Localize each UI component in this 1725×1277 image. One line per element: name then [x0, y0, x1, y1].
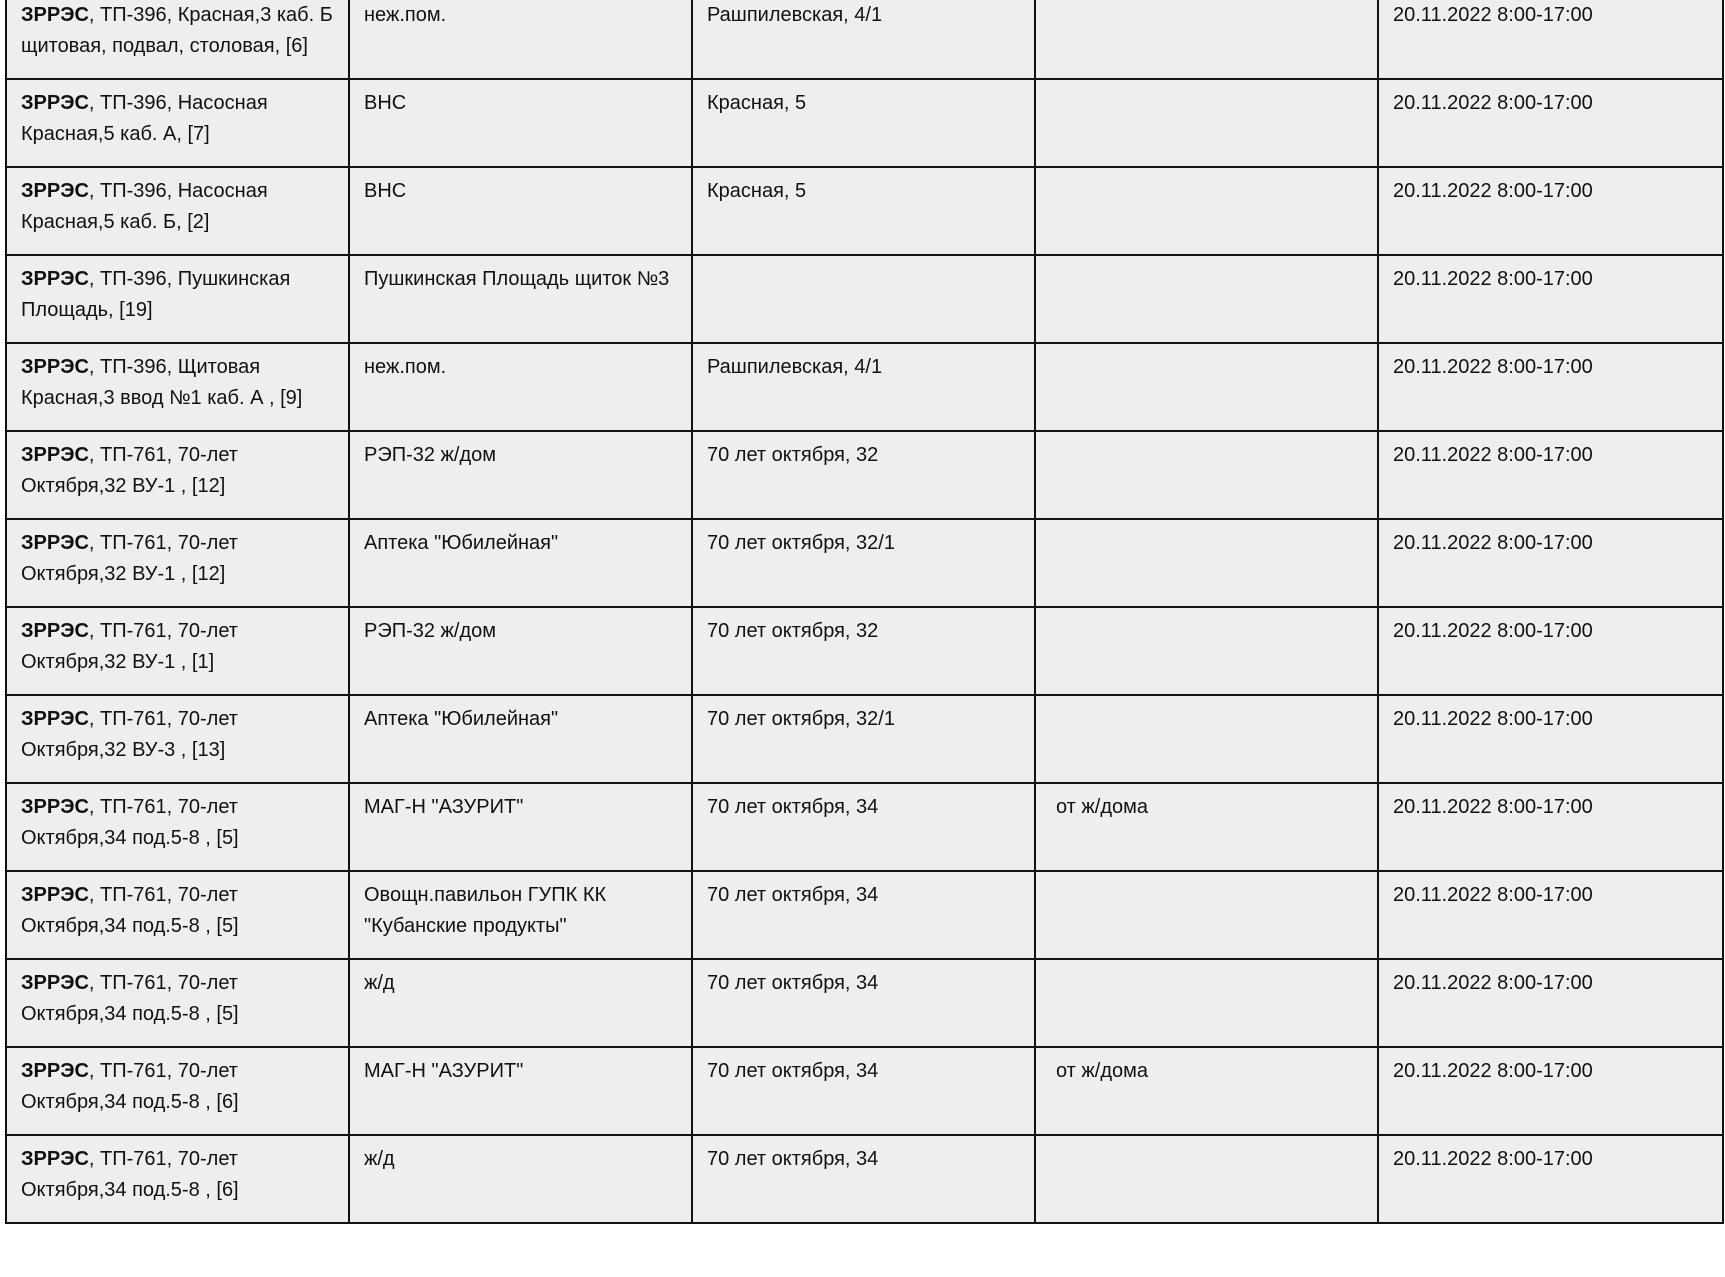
- cell-consumer: МАГ-Н "АЗУРИТ": [349, 1047, 692, 1135]
- feeder-description: , ТП-761, 70-лет Октября,32 ВУ-1 , [12]: [21, 532, 238, 585]
- feeder-description: , ТП-396, Насосная Красная,5 каб. Б, [2]: [21, 180, 268, 233]
- table-row: [6, 607, 1723, 695]
- feeder-description: , ТП-761, 70-лет Октября,34 под.5-8 , [5]: [21, 972, 239, 1025]
- cell-address: 70 лет октября, 32/1: [692, 695, 1035, 783]
- table-row: [6, 431, 1723, 519]
- cell-feeder: [6, 167, 349, 255]
- organization-name: ЗРРЭС: [21, 180, 89, 202]
- cell-consumer: Пушкинская Площадь щиток №3: [349, 255, 692, 343]
- cell-feeder: [6, 607, 349, 695]
- outage-table-body: [6, 0, 1723, 1223]
- organization-name: ЗРРЭС: [21, 620, 89, 642]
- feeder-description: , ТП-761, 70-лет Октября,34 под.5-8 , [5]: [21, 796, 239, 849]
- feeder-description: , ТП-396, Красная,3 каб. Б щитовая, подвал, столовая, [6]: [21, 4, 333, 57]
- cell-address: Рашпилевская, 4/1: [692, 343, 1035, 431]
- cell-feeder: [6, 255, 349, 343]
- cell-period: 20.11.2022 8:00-17:00: [1378, 519, 1723, 607]
- cell-note: от ж/дома: [1035, 783, 1378, 871]
- cell-address: 70 лет октября, 32: [692, 607, 1035, 695]
- cell-note: [1035, 343, 1378, 431]
- table-row: [6, 1135, 1723, 1223]
- cell-note: [1035, 607, 1378, 695]
- feeder-description: , ТП-761, 70-лет Октября,34 под.5-8 , [5]: [21, 884, 239, 937]
- cell-period: 20.11.2022 8:00-17:00: [1378, 255, 1723, 343]
- cell-address: Рашпилевская, 4/1: [692, 0, 1035, 79]
- table-row: [6, 519, 1723, 607]
- feeder-description: , ТП-396, Насосная Красная,5 каб. А, [7]: [21, 92, 268, 145]
- cell-consumer: Овощн.павильон ГУПК КК "Кубанские продукты": [349, 871, 692, 959]
- cell-period: 20.11.2022 8:00-17:00: [1378, 167, 1723, 255]
- cell-address: 70 лет октября, 32: [692, 431, 1035, 519]
- cell-address: 70 лет октября, 34: [692, 1135, 1035, 1223]
- cell-feeder: [6, 783, 349, 871]
- cell-feeder: [6, 871, 349, 959]
- organization-name: ЗРРЭС: [21, 972, 89, 994]
- cell-note: [1035, 959, 1378, 1047]
- cell-address: Красная, 5: [692, 167, 1035, 255]
- cell-period: 20.11.2022 8:00-17:00: [1378, 607, 1723, 695]
- cell-consumer: РЭП-32 ж/дом: [349, 431, 692, 519]
- cell-period: 20.11.2022 8:00-17:00: [1378, 1047, 1723, 1135]
- organization-name: ЗРРЭС: [21, 884, 89, 906]
- table-row: [6, 79, 1723, 167]
- cell-consumer: Аптека "Юбилейная": [349, 519, 692, 607]
- organization-name: ЗРРЭС: [21, 268, 89, 290]
- cell-address: Красная, 5: [692, 79, 1035, 167]
- cell-period: 20.11.2022 8:00-17:00: [1378, 79, 1723, 167]
- cell-note: [1035, 255, 1378, 343]
- cell-consumer: ВНС: [349, 167, 692, 255]
- cell-period: 20.11.2022 8:00-17:00: [1378, 0, 1723, 79]
- cell-consumer: неж.пом.: [349, 0, 692, 79]
- cell-address: 70 лет октября, 32/1: [692, 519, 1035, 607]
- cell-consumer: ж/д: [349, 959, 692, 1047]
- cell-note: [1035, 871, 1378, 959]
- cell-address: 70 лет октября, 34: [692, 959, 1035, 1047]
- cell-consumer: МАГ-Н "АЗУРИТ": [349, 783, 692, 871]
- cell-note: [1035, 519, 1378, 607]
- cell-note: [1035, 167, 1378, 255]
- table-row: [6, 871, 1723, 959]
- cell-address: 70 лет октября, 34: [692, 1047, 1035, 1135]
- cell-feeder: [6, 0, 349, 79]
- cell-period: 20.11.2022 8:00-17:00: [1378, 959, 1723, 1047]
- table-row: [6, 695, 1723, 783]
- table-row: [6, 1047, 1723, 1135]
- cell-consumer: ж/д: [349, 1135, 692, 1223]
- cell-feeder: [6, 695, 349, 783]
- feeder-description: , ТП-761, 70-лет Октября,34 под.5-8 , [6]: [21, 1148, 239, 1201]
- cell-note: от ж/дома: [1035, 1047, 1378, 1135]
- cell-note: [1035, 695, 1378, 783]
- cell-period: 20.11.2022 8:00-17:00: [1378, 695, 1723, 783]
- cell-feeder: [6, 1047, 349, 1135]
- cell-feeder: [6, 343, 349, 431]
- organization-name: ЗРРЭС: [21, 708, 89, 730]
- table-row: [6, 783, 1723, 871]
- cell-period: 20.11.2022 8:00-17:00: [1378, 343, 1723, 431]
- organization-name: ЗРРЭС: [21, 532, 89, 554]
- cell-note: [1035, 0, 1378, 79]
- organization-name: ЗРРЭС: [21, 1148, 89, 1170]
- table-row: [6, 343, 1723, 431]
- cell-feeder: [6, 1135, 349, 1223]
- feeder-description: , ТП-396, Щитовая Красная,3 ввод №1 каб. А , [9]: [21, 356, 303, 409]
- feeder-description: , ТП-761, 70-лет Октября,34 под.5-8 , [6]: [21, 1060, 239, 1113]
- organization-name: ЗРРЭС: [21, 356, 89, 378]
- table-row: [6, 0, 1723, 79]
- cell-consumer: неж.пом.: [349, 343, 692, 431]
- cell-period: 20.11.2022 8:00-17:00: [1378, 783, 1723, 871]
- cell-feeder: [6, 79, 349, 167]
- feeder-description: , ТП-396, Пушкинская Площадь, [19]: [21, 268, 291, 321]
- table-row: [6, 959, 1723, 1047]
- cell-feeder: [6, 959, 349, 1047]
- organization-name: ЗРРЭС: [21, 444, 89, 466]
- cell-address: 70 лет октября, 34: [692, 783, 1035, 871]
- organization-name: ЗРРЭС: [21, 1060, 89, 1082]
- cell-address: [692, 255, 1035, 343]
- feeder-description: , ТП-761, 70-лет Октября,32 ВУ-1 , [12]: [21, 444, 238, 497]
- cell-period: 20.11.2022 8:00-17:00: [1378, 1135, 1723, 1223]
- cell-address: 70 лет октября, 34: [692, 871, 1035, 959]
- cell-consumer: Аптека "Юбилейная": [349, 695, 692, 783]
- feeder-description: , ТП-761, 70-лет Октября,32 ВУ-3 , [13]: [21, 708, 238, 761]
- table-row: [6, 255, 1723, 343]
- cell-feeder: [6, 431, 349, 519]
- organization-name: ЗРРЭС: [21, 92, 89, 114]
- cell-consumer: ВНС: [349, 79, 692, 167]
- cell-feeder: [6, 519, 349, 607]
- cell-note: [1035, 1135, 1378, 1223]
- cell-consumer: РЭП-32 ж/дом: [349, 607, 692, 695]
- cell-note: [1035, 431, 1378, 519]
- cell-period: 20.11.2022 8:00-17:00: [1378, 871, 1723, 959]
- organization-name: ЗРРЭС: [21, 4, 89, 26]
- cell-period: 20.11.2022 8:00-17:00: [1378, 431, 1723, 519]
- cell-note: [1035, 79, 1378, 167]
- outage-table: [5, 0, 1724, 1224]
- table-row: [6, 167, 1723, 255]
- organization-name: ЗРРЭС: [21, 796, 89, 818]
- feeder-description: , ТП-761, 70-лет Октября,32 ВУ-1 , [1]: [21, 620, 238, 673]
